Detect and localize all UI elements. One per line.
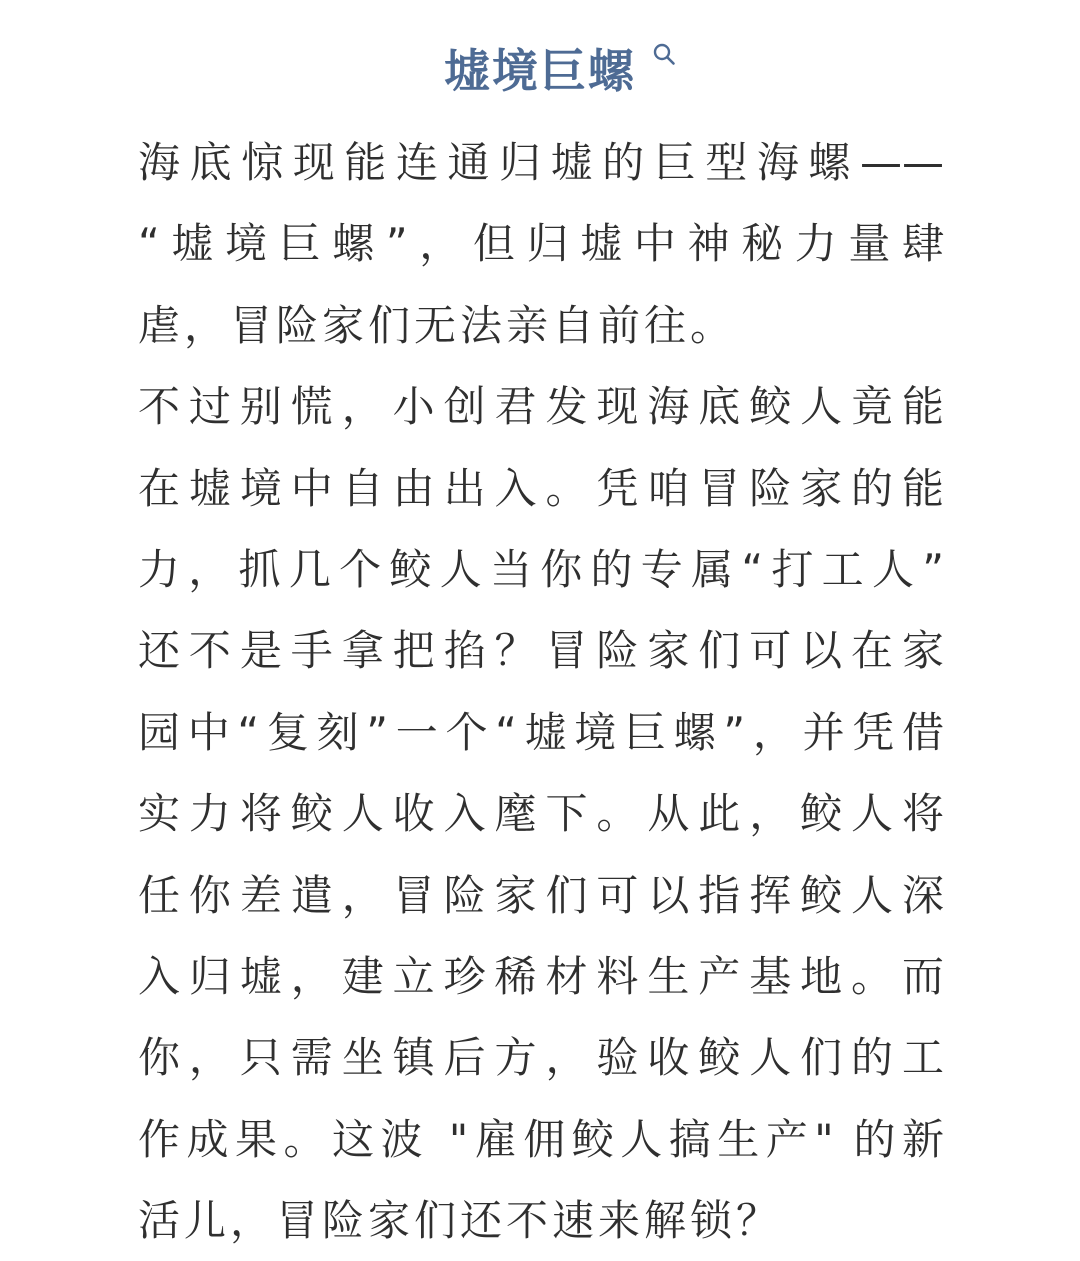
paragraph-line: 海底惊现能连通归墟的巨型海螺——: [138, 138, 944, 187]
paragraph-line: 力，抓几个鲛人当你的专属“打工人”: [138, 544, 944, 594]
page-title: [444, 38, 636, 104]
paragraph-line: 在墟境中自由出入。凭咱冒险家的能: [138, 463, 944, 513]
article-body: [138, 122, 944, 1261]
paragraph-line: 园中“复刻”一个“墟境巨螺”，并凭借: [138, 707, 944, 757]
paragraph-2: [138, 366, 944, 1261]
paragraph-line: 虐，冒险家们无法亲自前往。: [138, 300, 737, 350]
paragraph-line: 作成果。这波 "雇佣鲛人搞生产" 的新: [138, 1114, 944, 1164]
title-area: [0, 38, 1080, 108]
paragraph-line: 实力将鲛人收入麾下。从此，鲛人将: [138, 789, 944, 839]
paragraph-line: 任你差遣，冒险家们可以指挥鲛人深: [138, 870, 944, 920]
paragraph-line: 你，只需坐镇后方，验收鲛人们的工: [138, 1033, 944, 1083]
search-icon[interactable]: [652, 42, 676, 66]
page-title-text: 墟境巨螺: [444, 44, 636, 98]
paragraph-line: “墟境巨螺”，但归墟中神秘力量肆: [138, 219, 944, 269]
paragraph-1: [138, 122, 944, 366]
paragraph-line: 入归墟，建立珍稀材料生产基地。而: [138, 951, 944, 1001]
paragraph-line: 不过别慌，小创君发现海底鲛人竟能: [138, 382, 944, 432]
paragraph-line: 活儿，冒险家们还不速来解锁？: [138, 1196, 783, 1246]
paragraph-line: 还不是手拿把掐？冒险家们可以在家: [138, 626, 944, 676]
